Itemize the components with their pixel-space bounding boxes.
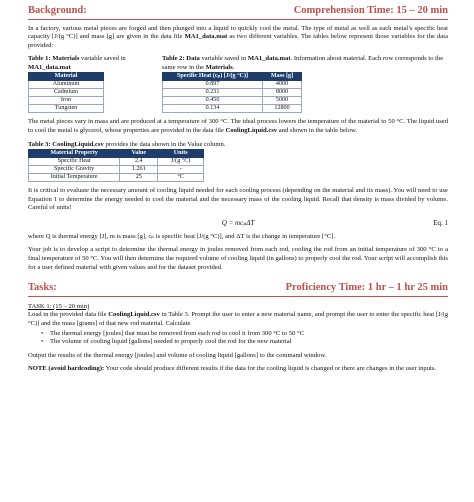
table-header: Units (158, 150, 204, 158)
table-cell: 12800 (263, 105, 302, 113)
table1-caption: Table 1: Materials variable saved in MA1_data.mat (28, 55, 126, 71)
intro-paragraph: In a factory, various metal pieces are forged and then plunged into a liquid to quickly cool the metal. The type of metal as well as each metal’s specific heat capacity [J/(g °C)] and mass [g] are given in the data file MA1_data.mat as two different variables. The tables below represent those variables for the data provided: (28, 24, 448, 49)
tasks-heading: Tasks: (28, 282, 57, 294)
cooling-paragraph: The metal pieces vary in mass and are produced at a temperature of 300 °C. The ideal process lowers the temperature of the material to 50 °C. The liquid used to cool the metal is glycerol, whose properties are provided in the data file CoolingLiquid.csv and shown in the table below. (28, 118, 448, 135)
cooling-file-name: CoolingLiquid.csv (225, 127, 278, 135)
materials-table (28, 72, 104, 113)
task1-bullet-list (50, 330, 448, 347)
proficiency-time: Proficiency Time: 1 hr – 1 hr 25 min (285, 282, 448, 294)
table-cell: 0.897 (163, 81, 263, 89)
table-header: Material Property (29, 150, 120, 158)
table-cell: 25 (120, 174, 158, 182)
table-cell: °C (158, 174, 204, 182)
background-heading: Background: (28, 5, 87, 16)
equation-1 (28, 219, 448, 228)
table3-caption: Table 3: CoolingLiquid.csv provides the data shown in the Value column. (28, 140, 226, 148)
table-cell: Aluminum (29, 81, 104, 89)
table-header: Specific Heat (cₚ) [J/(g °C)] (163, 73, 263, 81)
equation-label: Eq. 1 (433, 218, 448, 227)
table-header: Mass [g] (263, 73, 302, 81)
table1-block (28, 55, 152, 113)
list-item: • The thermal energy [joules] that must be removed from each rod to cool it from 300 °C to 50 °C (50, 330, 448, 339)
critical-paragraph: It is critical to evaluate the necessary amount of cooling liquid needed for each cooling process (depending on the material and its mass). You will need to use Equation 1 to determine the energy needed to cool the material and the necessary mass of the cooling liquid. Recall that density is mass divided by volume. Careful of units! (28, 187, 448, 212)
data-table (162, 72, 302, 113)
job-paragraph: Your job is to develop a script to determine the thermal energy in joules removed from each rod, cooling the rod from an initial temperature of 300 °C to a final temperature of 50 °C. You will then determine the required volume of cooling liquid (in gallons) to properly cool the rod. Your script will accomplish this for a user defined material with given values and for the dataset provided. (28, 246, 448, 271)
comprehension-time: Comprehension Time: 15 – 20 min (293, 5, 448, 16)
table-cell: 4000 (263, 81, 302, 89)
table-cell: 0.450 (163, 97, 263, 105)
task1-title: TASK 1: (15 – 20 min) (28, 302, 90, 310)
materials-header: Material (29, 73, 104, 81)
table2-caption: Table 2: Data variable saved in MA1_data.mat. Information about material. Each row corresponds to the same row in the Materials. (162, 55, 444, 71)
table3-block (28, 141, 448, 183)
data-file-name: MA1_data.mat (184, 33, 228, 41)
task1-file-name: CoolingLiquid.csv (108, 311, 160, 319)
table-cell: Cadmium (29, 89, 104, 97)
task1-paragraph: Load in the provided data file CoolingLiquid.csv in Table 3. Prompt the user to enter a new material name, and prompt the user to enter the specific heat [J/(g °C)] and the mass [grams] of that new rod material. Calculate (28, 311, 448, 327)
table-cell: - (158, 166, 204, 174)
table-cell: 5000 (263, 97, 302, 105)
table-cell: 1.261 (120, 166, 158, 174)
table-cell: 0.134 (163, 105, 263, 113)
note-paragraph: NOTE (avoid hardcoding): Your code should produce different results if the data for the cooling liquid is changed or there are changes in the user inputs. (28, 365, 437, 373)
table-cell: 2.4 (120, 158, 158, 166)
tasks-section-bar (28, 281, 448, 297)
table-cell: Specific Heat (29, 158, 120, 166)
cooling-liquid-table (28, 149, 204, 182)
table-cell: J/(g °C) (158, 158, 204, 166)
list-item: • The volume of cooling liquid [gallons] needed to properly cool the rod for the new material (50, 338, 448, 347)
equation-text: Q = mcₚΔT (221, 218, 255, 227)
table-cell: Tungsten (29, 105, 104, 113)
table2-block (162, 55, 448, 113)
table-cell: Initial Temperature (29, 174, 120, 182)
table-cell: Iron (29, 97, 104, 105)
table-cell: Specific Gravity (29, 166, 120, 174)
table-header: Value (120, 150, 158, 158)
where-paragraph: where Q is thermal energy [J], m is mass [g], cₚ is specific heat [J/(g °C)], and ΔT is the change in temperature [°C]. (28, 232, 336, 240)
table-cell: 0.231 (163, 89, 263, 97)
background-section-bar (28, 4, 448, 20)
output-paragraph: Output the results of the thermal energy [joules] and volume of cooling liquid [gallons] to the command window. (28, 351, 327, 359)
table-cell: 8000 (263, 89, 302, 97)
tables-1-2-row (28, 55, 448, 113)
